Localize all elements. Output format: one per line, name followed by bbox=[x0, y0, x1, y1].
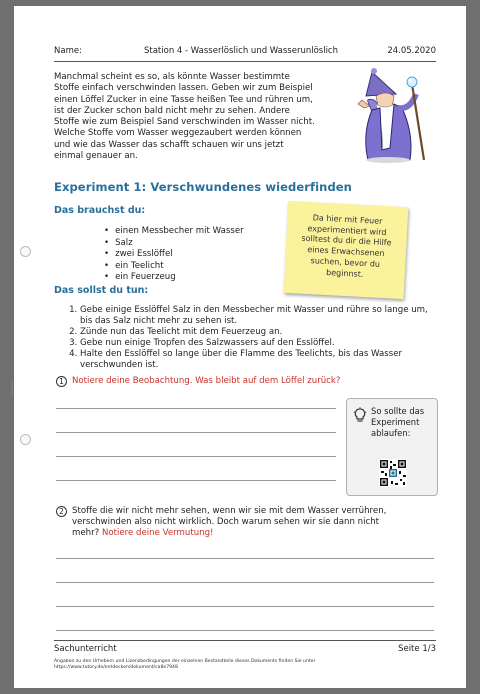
writing-line[interactable] bbox=[56, 408, 336, 409]
intro-text: Manchmal scheint es so, als könnte Wasser bestimmte Stoffe einfach verschwinden lassen. Geben wir zum Beispiel einen Löffel Zucker in eine Tasse heißen Tee und rühren um, ist der Zucker schon bald nicht mehr zu sehen. Andere Stoffe wie zum Beispiel Sand verschwinden im Wasser nicht. Welche Stoffe vom Wasser weggezaubert werden können und wie das Wasser das schafft schauen wir uns jetzt einmal genauer an. bbox=[54, 72, 315, 162]
subject-label: Sachunterricht bbox=[54, 644, 117, 654]
writing-line[interactable] bbox=[56, 456, 336, 457]
task-1-text: Notiere deine Beobachtung. Was bleibt auf dem Löffel zurück? bbox=[72, 376, 341, 386]
header-date: 24.05.2020 bbox=[387, 46, 436, 56]
safety-sticky-note: Da hier mit Feuer experimentiert wird solltest du dir die Hilfe eines Erwachsenen suchen, bevor du beginnst. bbox=[284, 201, 409, 299]
writing-line[interactable] bbox=[56, 558, 434, 559]
punch-hole-top bbox=[20, 246, 31, 257]
writing-line[interactable] bbox=[56, 630, 434, 631]
materials-heading: Das brauchst du: bbox=[54, 205, 146, 216]
punch-hole-bottom bbox=[20, 434, 31, 445]
instructions-heading: Das sollst du tun: bbox=[54, 285, 149, 296]
license-notice: Angaben zu den Urhebern und Lizenzbedingungen der einzelnen Bestandteile dieses Dokuments finden Sie unter https://www.tutory.de/entdecken/dokument/ca8e7948 bbox=[54, 659, 436, 671]
list-item: 4. Halte den Esslöffel so lange über die Flamme des Teelichts, bis das Wasser verschwunden ist. bbox=[80, 349, 440, 371]
instruction-steps bbox=[68, 305, 440, 370]
worksheet-footer bbox=[54, 644, 436, 654]
license-link[interactable]: https://www.tutory.de/entdecken/dokument/ca8e7948 bbox=[54, 665, 178, 670]
page-number: Seite 1/3 bbox=[398, 644, 436, 654]
experiment-box-label: So sollte das Experiment ablaufen: bbox=[371, 406, 425, 438]
writing-line[interactable] bbox=[56, 582, 434, 583]
writing-line[interactable] bbox=[56, 432, 336, 433]
list-item: • zwei Esslöffel bbox=[104, 249, 244, 261]
list-item: 1. Gebe einige Esslöffel Salz in den Messbecher mit Wasser und rühre so lange um, bis das Salz nicht mehr zu sehen ist. bbox=[80, 305, 440, 327]
station-title: Station 4 - Wasserlöslich und Wasserunlöslich bbox=[144, 46, 338, 56]
experiment-title: Experiment 1: Verschwundenes wiederfinden bbox=[54, 180, 352, 194]
qr-code-icon[interactable] bbox=[379, 459, 407, 487]
task-2: 2 Stoffe die wir nicht mehr sehen, wenn wir sie mit dem Wasser verrühren, verschwinden also nicht wirklich. Doch warum sehen wir sie dann nicht mehr? Notiere deine Vermutung! bbox=[56, 506, 440, 539]
task-number-badge: 2 bbox=[56, 506, 67, 517]
footer-rule bbox=[54, 640, 436, 641]
name-label: Name: bbox=[54, 46, 82, 56]
experiment-video-box bbox=[346, 398, 438, 496]
materials-list bbox=[104, 226, 244, 284]
task-1 bbox=[56, 376, 340, 387]
list-item: • Salz bbox=[104, 238, 244, 250]
lightbulb-icon bbox=[353, 407, 367, 423]
task-number-badge: 1 bbox=[56, 376, 67, 387]
writing-line[interactable] bbox=[56, 606, 434, 607]
wizard-illustration bbox=[352, 64, 436, 164]
header-rule bbox=[54, 61, 436, 62]
writing-line[interactable] bbox=[56, 480, 336, 481]
list-item: • ein Feuerzeug bbox=[104, 272, 244, 284]
side-label: anonym bbox=[9, 379, 14, 396]
list-item: • ein Teelicht bbox=[104, 261, 244, 273]
list-item: 2. Zünde nun das Teelicht mit dem Feuerzeug an. bbox=[80, 327, 440, 338]
list-item: 3. Gebe nun einige Tropfen des Salzwassers auf den Esslöffel. bbox=[80, 338, 440, 349]
list-item: • einen Messbecher mit Wasser bbox=[104, 226, 244, 238]
